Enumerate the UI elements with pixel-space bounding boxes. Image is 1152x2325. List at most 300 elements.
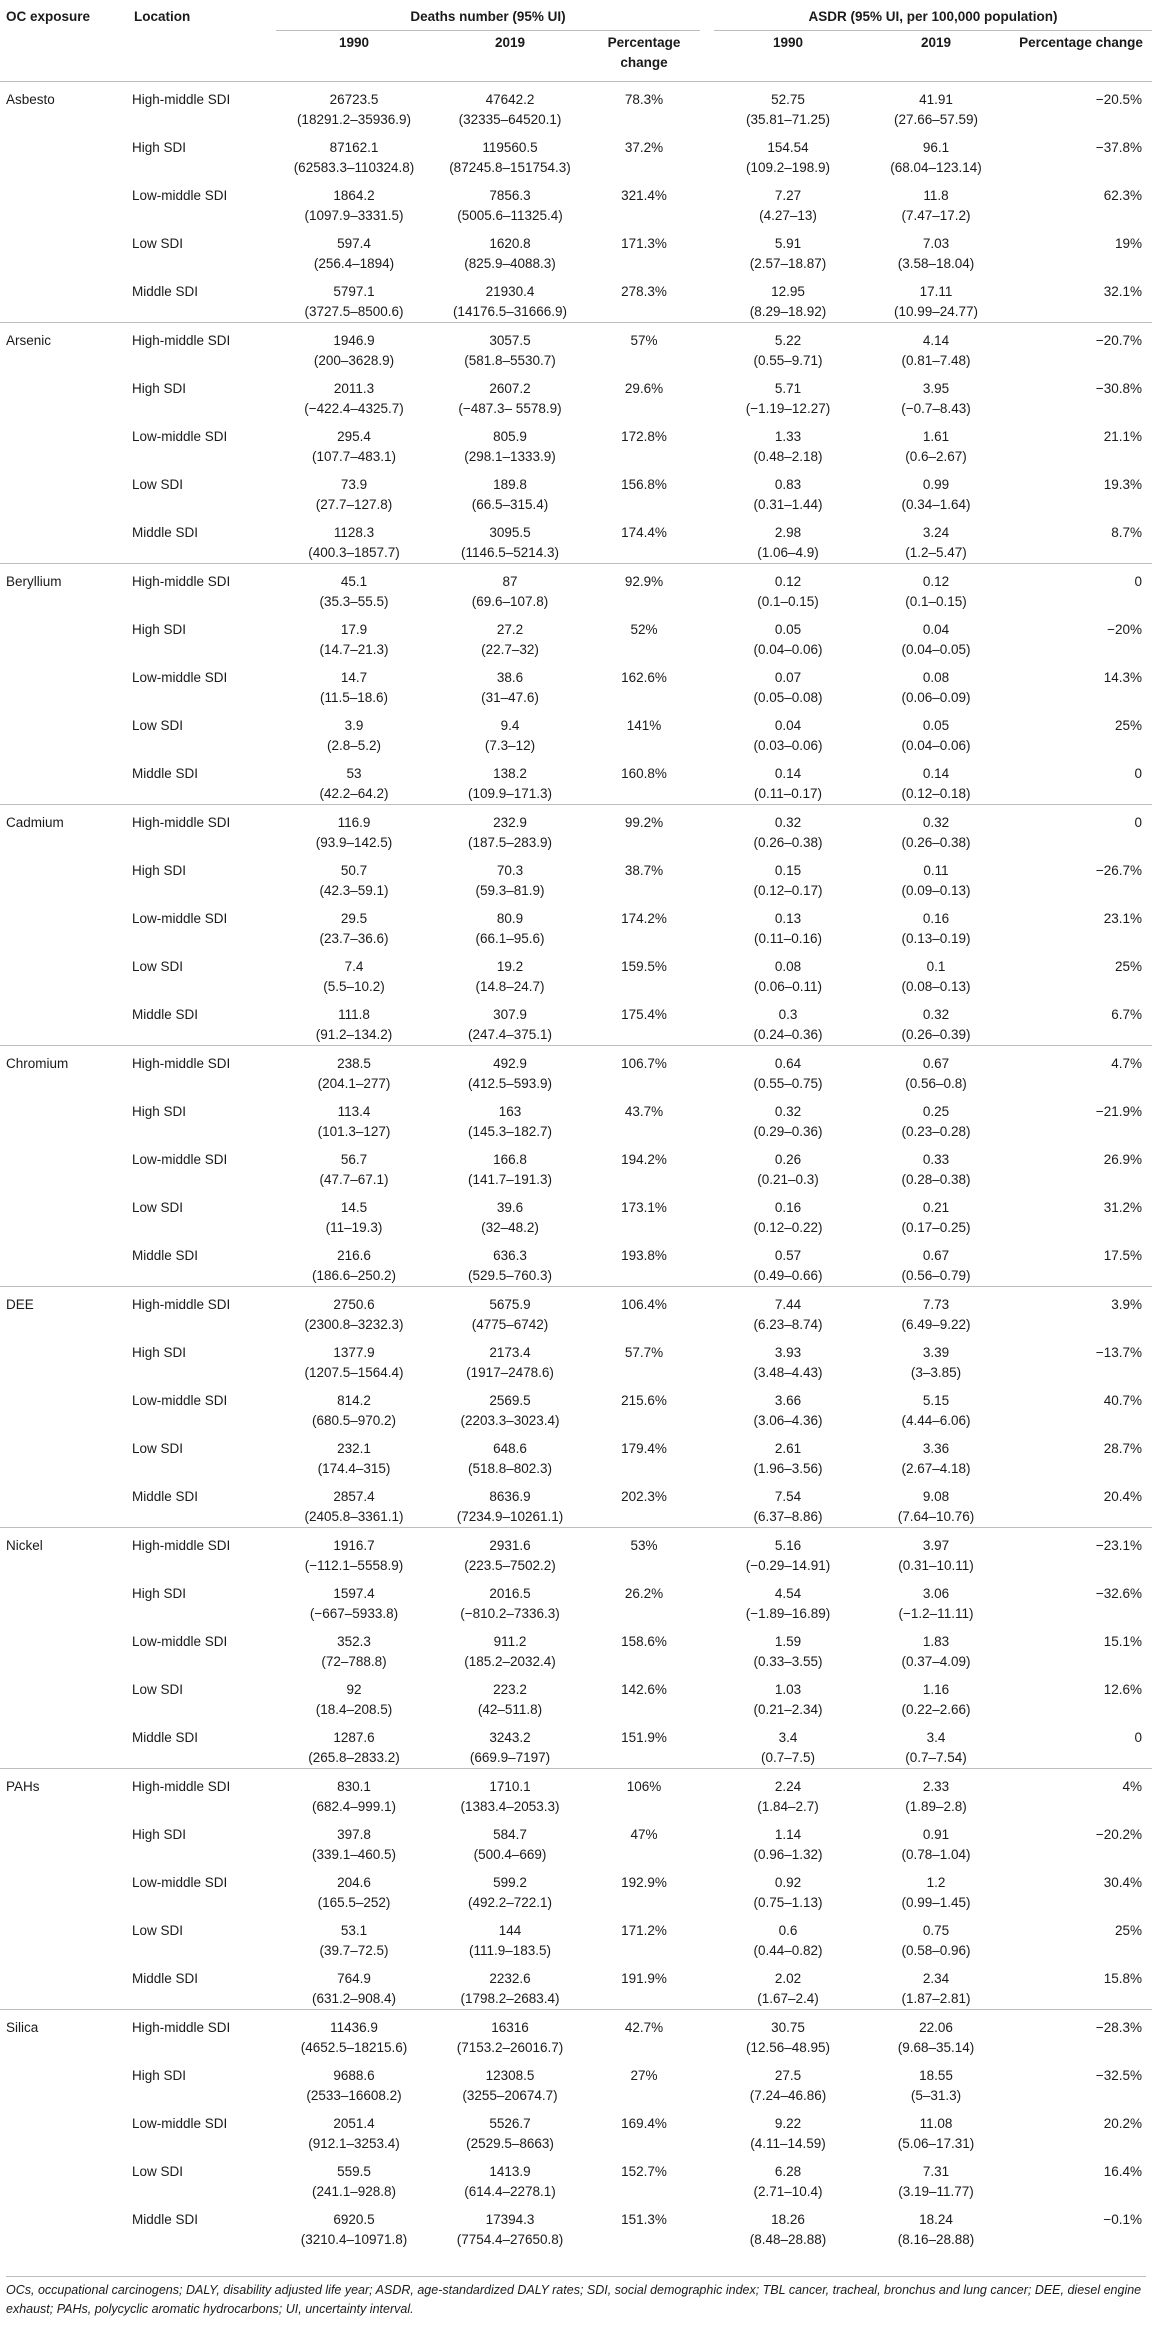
cell-asdr-1990 [714, 226, 862, 274]
table-row [0, 178, 1152, 226]
cell-deaths-1990 [276, 1528, 432, 1577]
cell-deaths-2019-interval: (14.8–24.7) [475, 979, 545, 994]
cell-asdr-2019-value: 41.91 [919, 92, 953, 107]
cell-asdr-2019-interval: (0.56–0.8) [905, 1076, 967, 1091]
cell-location: Low-middle SDI [132, 1634, 228, 1649]
cell-asdr-2019 [862, 1479, 1010, 1528]
cell-asdr-1990-value: 2.02 [774, 1971, 802, 1986]
cell-asdr-2019-value: 0.75 [922, 1923, 950, 1938]
cell-asdr-2019-value: 4.14 [922, 333, 950, 348]
cell-location: Low SDI [132, 236, 184, 251]
cell-asdr-2019-value: 2.33 [922, 1779, 950, 1794]
cell-deaths-2019-interval: (66.1–95.6) [475, 931, 545, 946]
cell-asdr-2019 [862, 1046, 1010, 1095]
cell-asdr-2019-value: 0.67 [922, 1248, 950, 1263]
cell-deaths-2019-interval: (7.3–12) [484, 738, 536, 753]
cell-deaths-1990 [276, 274, 432, 323]
cell-deaths-2019-value: 16316 [491, 2020, 529, 2035]
cell-deaths-2019-value: 27.2 [496, 622, 524, 637]
cell-asdr-2019-value: 2.34 [922, 1971, 950, 1986]
cell-oc-exposure [0, 1238, 128, 1287]
cell-deaths-pct-change [588, 1624, 700, 1672]
cell-asdr-2019-interval: (1.89–2.8) [905, 1799, 967, 1814]
cell-asdr-pct-change-value: −32.6% [1095, 1586, 1143, 1601]
cell-asdr-1990 [714, 1238, 862, 1287]
cell-deaths-2019 [432, 997, 588, 1046]
cell-gap [700, 1383, 714, 1431]
cell-asdr-2019-value: 0.11 [923, 863, 949, 878]
cell-deaths-2019-value: 144 [498, 1923, 522, 1938]
header-asdr-pct-change: Percentage change [1010, 31, 1152, 82]
cell-gap [700, 515, 714, 564]
cell-asdr-2019-interval: (3–3.85) [910, 1365, 962, 1380]
cell-asdr-1990-interval: (1.96–3.56) [753, 1461, 823, 1476]
cell-gap [700, 660, 714, 708]
cell-deaths-1990-interval: (93.9–142.5) [315, 835, 393, 850]
cell-asdr-pct-change [1010, 1238, 1152, 1287]
cell-gap [700, 1576, 714, 1624]
cell-deaths-2019-value: 2232.6 [489, 1971, 531, 1986]
cell-deaths-2019 [432, 1913, 588, 1961]
cell-asdr-2019-value: 0.21 [922, 1200, 950, 1215]
cell-deaths-pct-change-value: 191.9% [621, 1971, 667, 1986]
cell-deaths-2019-interval: (412.5–593.9) [467, 1076, 553, 1091]
cell-deaths-1990 [276, 1046, 432, 1095]
cell-deaths-2019-value: 47642.2 [485, 92, 535, 107]
cell-asdr-2019-interval: (1.2–5.47) [905, 545, 967, 560]
cell-deaths-pct-change-value: 92.9% [624, 574, 664, 589]
cell-location: Low SDI [132, 1923, 184, 1938]
cell-deaths-1990-interval: (1207.5–1564.4) [304, 1365, 404, 1380]
cell-deaths-1990-interval: (23.7–36.6) [319, 931, 389, 946]
cell-deaths-1990 [276, 660, 432, 708]
cell-asdr-pct-change-value: 25% [1114, 1923, 1143, 1938]
cell-asdr-pct-change [1010, 1046, 1152, 1095]
cell-asdr-2019 [862, 1287, 1010, 1336]
cell-deaths-2019-interval: (5005.6–11325.4) [457, 208, 563, 223]
cell-asdr-1990-value: 0.64 [774, 1056, 802, 1071]
cell-gap [700, 419, 714, 467]
cell-deaths-2019-interval: (185.2–2032.4) [464, 1654, 556, 1669]
cell-asdr-pct-change-value: 32.1% [1103, 284, 1143, 299]
cell-gap [700, 1479, 714, 1528]
header-asdr-group: ASDR (95% UI, per 100,000 population) [714, 0, 1152, 31]
cell-deaths-1990 [276, 515, 432, 564]
cell-deaths-1990-value: 6920.5 [333, 2212, 375, 2227]
cell-asdr-1990-interval: (6.23–8.74) [753, 1317, 823, 1332]
cell-deaths-1990 [276, 1817, 432, 1865]
cell-asdr-2019 [862, 1383, 1010, 1431]
cell-asdr-2019 [862, 1190, 1010, 1238]
cell-gap [700, 1528, 714, 1577]
cell-deaths-2019-value: 223.2 [493, 1682, 527, 1697]
cell-deaths-pct-change [588, 853, 700, 901]
cell-asdr-1990-interval: (0.1–0.15) [757, 594, 819, 609]
cell-asdr-2019-value: 0.32 [922, 815, 950, 830]
cell-asdr-2019 [862, 419, 1010, 467]
cell-gap [700, 2202, 714, 2250]
cell-deaths-1990-interval: (39.7–72.5) [319, 1943, 389, 1958]
cell-deaths-1990-interval: (2.8–5.2) [326, 738, 382, 753]
cell-deaths-1990 [276, 2106, 432, 2154]
cell-deaths-2019-value: 5526.7 [489, 2116, 531, 2131]
cell-deaths-2019-value: 2931.6 [489, 1538, 531, 1553]
cell-asdr-1990-value: 1.59 [774, 1634, 802, 1649]
cell-asdr-1990-interval: (4.11–14.59) [750, 2136, 826, 2151]
cell-oc-exposure [0, 226, 128, 274]
cell-asdr-2019-interval: (5.06–17.31) [897, 2136, 975, 2151]
cell-deaths-1990-value: 814.2 [337, 1393, 371, 1408]
cell-asdr-2019-interval: (0.34–1.64) [901, 497, 971, 512]
cell-deaths-pct-change-value: 171.3% [621, 236, 667, 251]
cell-asdr-pct-change [1010, 130, 1152, 178]
cell-deaths-1990 [276, 1431, 432, 1479]
table-row [0, 901, 1152, 949]
cell-asdr-pct-change-value: 4% [1122, 1779, 1143, 1794]
cell-location: Low SDI [132, 1682, 184, 1697]
cell-asdr-1990-value: 0.3 [778, 1007, 798, 1022]
cell-asdr-2019-value: 0.05 [922, 718, 950, 733]
cell-asdr-pct-change [1010, 1624, 1152, 1672]
cell-asdr-pct-change-value: 25% [1114, 718, 1143, 733]
cell-deaths-2019 [432, 1961, 588, 2010]
cell-deaths-1990-value: 5797.1 [333, 284, 375, 299]
cell-gap [700, 901, 714, 949]
cell-asdr-pct-change-value: 25% [1114, 959, 1143, 974]
cell-deaths-1990-interval: (−422.4–4325.7) [304, 401, 404, 416]
cell-asdr-2019 [862, 1865, 1010, 1913]
cell-deaths-2019 [432, 371, 588, 419]
cell-deaths-2019-interval: (66.5–315.4) [471, 497, 549, 512]
table-row [0, 82, 1152, 131]
cell-asdr-2019 [862, 274, 1010, 323]
cell-asdr-pct-change [1010, 467, 1152, 515]
cell-gap [700, 612, 714, 660]
cell-deaths-1990-interval: (256.4–1894) [313, 256, 395, 271]
cell-deaths-pct-change [588, 1383, 700, 1431]
cell-deaths-2019-interval: (59.3–81.9) [475, 883, 545, 898]
cell-asdr-pct-change-value: 20.4% [1103, 1489, 1143, 1504]
cell-oc-exposure [0, 371, 128, 419]
cell-deaths-2019-value: 163 [498, 1104, 522, 1119]
cell-deaths-pct-change-value: 152.7% [621, 2164, 667, 2179]
cell-deaths-2019-interval: (1383.4–2053.3) [460, 1799, 560, 1814]
cell-asdr-2019-interval: (0.31–10.11) [898, 1558, 974, 1573]
cell-asdr-1990-value: 18.26 [771, 2212, 805, 2227]
cell-asdr-1990-interval: (1.06–4.9) [757, 545, 819, 560]
cell-asdr-1990-value: 9.22 [774, 2116, 802, 2131]
cell-deaths-2019 [432, 708, 588, 756]
table-row [0, 467, 1152, 515]
cell-asdr-2019-interval: (−1.2–11.11) [898, 1606, 974, 1621]
cell-asdr-pct-change [1010, 756, 1152, 805]
cell-gap [700, 2010, 714, 2059]
cell-deaths-1990-interval: (174.4–315) [317, 1461, 391, 1476]
cell-location: Middle SDI [132, 284, 199, 299]
cell-asdr-2019-interval: (0.78–1.04) [901, 1847, 971, 1862]
cell-location: High-middle SDI [128, 1769, 276, 1818]
cell-deaths-1990-interval: (3727.5–8500.6) [304, 304, 404, 319]
cell-deaths-2019-value: 636.3 [493, 1248, 527, 1263]
cell-asdr-pct-change-value: 0 [1134, 815, 1143, 830]
cell-deaths-2019 [432, 612, 588, 660]
cell-deaths-2019 [432, 467, 588, 515]
cell-deaths-1990 [276, 178, 432, 226]
cell-deaths-pct-change [588, 2010, 700, 2059]
cell-asdr-1990-value: 2.98 [774, 525, 802, 540]
cell-oc-exposure [0, 515, 128, 564]
cell-asdr-1990-interval: (−1.19–12.27) [745, 401, 831, 416]
cell-oc-exposure: Cadmium [0, 805, 128, 854]
cell-oc-exposure: DEE [0, 1287, 128, 1336]
table-row [0, 1094, 1152, 1142]
cell-deaths-2019 [432, 1479, 588, 1528]
cell-asdr-pct-change [1010, 997, 1152, 1046]
cell-asdr-2019-value: 0.25 [922, 1104, 950, 1119]
cell-deaths-1990 [276, 130, 432, 178]
cell-deaths-1990-interval: (42.2–64.2) [319, 786, 389, 801]
cell-location: High SDI [132, 1345, 187, 1360]
cell-deaths-pct-change [588, 1817, 700, 1865]
header-oc-exposure: OC exposure [6, 9, 91, 25]
cell-deaths-pct-change-value: 321.4% [621, 188, 667, 203]
cell-deaths-pct-change [588, 1431, 700, 1479]
cell-asdr-1990-interval: (0.7–7.5) [760, 1750, 816, 1765]
cell-asdr-pct-change [1010, 901, 1152, 949]
cell-asdr-2019 [862, 1624, 1010, 1672]
cell-asdr-2019 [862, 226, 1010, 274]
cell-deaths-2019 [432, 756, 588, 805]
cell-deaths-pct-change-value: 173.1% [621, 1200, 667, 1215]
cell-gap [700, 371, 714, 419]
cell-gap [700, 1335, 714, 1383]
cell-deaths-1990-interval: (42.3–59.1) [319, 883, 389, 898]
cell-deaths-1990 [276, 323, 432, 372]
cell-asdr-pct-change [1010, 1383, 1152, 1431]
cell-asdr-1990-interval: (0.48–2.18) [753, 449, 823, 464]
cell-location: Middle SDI [132, 525, 199, 540]
cell-deaths-1990 [276, 1287, 432, 1336]
cell-asdr-1990-interval: (2.57–18.87) [749, 256, 827, 271]
cell-asdr-2019-value: 7.03 [922, 236, 950, 251]
cell-deaths-pct-change-value: 38.7% [624, 863, 664, 878]
cell-asdr-1990-interval: (0.96–1.32) [753, 1847, 823, 1862]
table-row [0, 1817, 1152, 1865]
cell-asdr-1990 [714, 323, 862, 372]
cell-deaths-2019-value: 492.9 [493, 1056, 527, 1071]
cell-deaths-1990 [276, 82, 432, 131]
cell-asdr-1990-value: 5.22 [774, 333, 802, 348]
cell-asdr-1990-interval: (0.06–0.11) [753, 979, 823, 994]
cell-deaths-pct-change [588, 1913, 700, 1961]
cell-gap [700, 1190, 714, 1238]
cell-deaths-2019-interval: (825.9–4088.3) [464, 256, 556, 271]
cell-asdr-2019-value: 3.06 [922, 1586, 950, 1601]
cell-deaths-1990 [276, 467, 432, 515]
cell-asdr-1990-value: 7.44 [774, 1297, 802, 1312]
cell-asdr-1990-value: 12.95 [771, 284, 805, 299]
cell-deaths-1990-value: 9688.6 [333, 2068, 375, 2083]
cell-oc-exposure [0, 1865, 128, 1913]
cell-gap [700, 1142, 714, 1190]
cell-asdr-2019-interval: (3.19–11.77) [898, 2184, 974, 2199]
cell-asdr-pct-change-value: −20% [1107, 622, 1143, 637]
cell-asdr-2019-value: 3.97 [922, 1538, 950, 1553]
cell-deaths-2019 [432, 274, 588, 323]
table-row [0, 756, 1152, 805]
cell-deaths-1990-value: 50.7 [340, 863, 368, 878]
cell-deaths-2019-interval: (614.4–2278.1) [464, 2184, 556, 2199]
table-row [0, 997, 1152, 1046]
cell-deaths-pct-change-value: 194.2% [621, 1152, 667, 1167]
cell-deaths-2019 [432, 2154, 588, 2202]
cell-asdr-2019 [862, 467, 1010, 515]
cell-deaths-1990-value: 238.5 [337, 1056, 371, 1071]
cell-deaths-2019-interval: (518.8–802.3) [467, 1461, 553, 1476]
cell-deaths-1990 [276, 1576, 432, 1624]
cell-asdr-pct-change-value: −20.2% [1095, 1827, 1143, 1842]
cell-asdr-2019 [862, 612, 1010, 660]
cell-deaths-1990 [276, 2010, 432, 2059]
cell-deaths-1990-interval: (2300.8–3232.3) [304, 1317, 404, 1332]
cell-deaths-2019-value: 12308.5 [485, 2068, 535, 2083]
cell-deaths-1990-value: 1287.6 [333, 1730, 375, 1745]
cell-deaths-pct-change [588, 708, 700, 756]
cell-asdr-1990-interval: (0.11–0.16) [753, 931, 823, 946]
cell-asdr-2019-interval: (1.87–2.81) [901, 1991, 971, 2006]
cell-oc-exposure [0, 949, 128, 997]
cell-deaths-pct-change [588, 997, 700, 1046]
cell-deaths-2019 [432, 660, 588, 708]
cell-deaths-1990-value: 597.4 [337, 236, 371, 251]
cell-asdr-2019-interval: (0.04–0.05) [901, 642, 971, 657]
cell-deaths-2019 [432, 1383, 588, 1431]
header-gap [700, 0, 714, 31]
cell-asdr-2019 [862, 82, 1010, 131]
cell-asdr-2019-value: 1.61 [922, 429, 950, 444]
cell-asdr-1990-value: 1.03 [774, 1682, 802, 1697]
cell-asdr-pct-change [1010, 1094, 1152, 1142]
cell-deaths-2019-interval: (1798.2–2683.4) [460, 1991, 560, 2006]
cell-asdr-2019 [862, 708, 1010, 756]
cell-oc-exposure [0, 1479, 128, 1528]
cell-deaths-pct-change-value: 78.3% [624, 92, 664, 107]
cell-asdr-1990-value: 1.33 [774, 429, 802, 444]
cell-deaths-pct-change [588, 419, 700, 467]
cell-deaths-1990 [276, 1961, 432, 2010]
cell-asdr-2019-interval: (0.6–2.67) [905, 449, 967, 464]
cell-deaths-1990 [276, 1142, 432, 1190]
cell-location: Low-middle SDI [132, 1152, 228, 1167]
cell-asdr-1990 [714, 2202, 862, 2250]
cell-deaths-pct-change-value: 193.8% [621, 1248, 667, 1263]
cell-deaths-pct-change [588, 564, 700, 613]
table-row [0, 274, 1152, 323]
cell-deaths-pct-change [588, 949, 700, 997]
header-deaths-group: Deaths number (95% UI) [276, 0, 700, 31]
table-row [0, 1624, 1152, 1672]
cell-deaths-pct-change-value: 52% [630, 622, 658, 637]
cell-deaths-2019 [432, 1817, 588, 1865]
cell-asdr-2019-value: 0.14 [922, 766, 950, 781]
cell-asdr-2019 [862, 1720, 1010, 1769]
cell-asdr-pct-change [1010, 1769, 1152, 1818]
cell-asdr-1990-interval: (0.33–3.55) [753, 1654, 823, 1669]
cell-location: Low-middle SDI [132, 2116, 228, 2131]
cell-deaths-1990-interval: (62583.3–110324.8) [293, 160, 415, 175]
cell-asdr-2019 [862, 130, 1010, 178]
cell-asdr-1990-value: 0.57 [774, 1248, 802, 1263]
cell-deaths-2019-value: 19.2 [496, 959, 524, 974]
cell-asdr-1990-interval: (0.75–1.13) [753, 1895, 823, 1910]
cell-deaths-2019-interval: (492.2–722.1) [467, 1895, 553, 1910]
cell-asdr-1990 [714, 997, 862, 1046]
cell-asdr-1990-value: 0.83 [774, 477, 802, 492]
cell-asdr-pct-change [1010, 1190, 1152, 1238]
cell-deaths-pct-change [588, 82, 700, 131]
cell-asdr-pct-change-value: 16.4% [1103, 2164, 1143, 2179]
cell-deaths-2019-interval: (14176.5–31666.9) [452, 304, 568, 319]
cell-asdr-2019-interval: (0.81–7.48) [901, 353, 971, 368]
cell-asdr-2019 [862, 1769, 1010, 1818]
cell-deaths-pct-change [588, 901, 700, 949]
cell-deaths-1990 [276, 1190, 432, 1238]
cell-deaths-2019-interval: (3255–20674.7) [462, 2088, 558, 2103]
cell-asdr-2019-value: 1.16 [922, 1682, 950, 1697]
table-row [0, 1142, 1152, 1190]
cell-oc-exposure [0, 2058, 128, 2106]
cell-asdr-2019-value: 7.31 [922, 2164, 950, 2179]
cell-location: Middle SDI [132, 1971, 199, 1986]
cell-deaths-1990-interval: (339.1–460.5) [311, 1847, 397, 1862]
cell-deaths-1990-value: 559.5 [337, 2164, 371, 2179]
cell-gap [700, 997, 714, 1046]
cell-deaths-1990 [276, 756, 432, 805]
cell-asdr-pct-change-value: 28.7% [1103, 1441, 1143, 1456]
cell-asdr-2019-value: 0.32 [922, 1007, 950, 1022]
cell-deaths-1990-interval: (912.1–3253.4) [308, 2136, 400, 2151]
cell-deaths-2019-value: 17394.3 [485, 2212, 535, 2227]
cell-deaths-1990 [276, 1335, 432, 1383]
cell-asdr-2019-interval: (0.22–2.66) [901, 1702, 971, 1717]
cell-asdr-1990-value: 0.14 [774, 766, 802, 781]
cell-asdr-2019-interval: (0.06–0.09) [901, 690, 971, 705]
cell-asdr-2019-value: 3.36 [922, 1441, 950, 1456]
table-footnote: OCs, occupational carcinogens; DALY, disability adjusted life year; ASDR, age-standardized DALY rates; SDI, social demographic index; TBL cancer, tracheal, bronchus and lung cancer; DEE, diesel engine exhaust; PAHs, polycyclic aromatic hydrocarbons; UI, uncertainty interval. [6, 2276, 1146, 2319]
cell-asdr-2019-interval: (0.09–0.13) [901, 883, 971, 898]
table-row [0, 515, 1152, 564]
cell-asdr-2019-interval: (0.23–0.28) [901, 1124, 971, 1139]
cell-deaths-pct-change-value: 141% [626, 718, 662, 733]
cell-asdr-pct-change [1010, 805, 1152, 854]
cell-asdr-2019-value: 0.12 [922, 574, 950, 589]
cell-deaths-pct-change [588, 130, 700, 178]
cell-oc-exposure [0, 612, 128, 660]
cell-asdr-2019 [862, 2010, 1010, 2059]
cell-asdr-1990-interval: (0.26–0.38) [753, 835, 823, 850]
cell-deaths-pct-change-value: 42.7% [624, 2020, 664, 2035]
cell-asdr-1990 [714, 274, 862, 323]
cell-asdr-pct-change-value: −32.5% [1095, 2068, 1143, 2083]
cell-deaths-1990 [276, 1769, 432, 1818]
cell-location: High-middle SDI [128, 1046, 276, 1095]
cell-deaths-2019 [432, 805, 588, 854]
cell-deaths-2019 [432, 226, 588, 274]
cell-deaths-pct-change [588, 1287, 700, 1336]
cell-asdr-2019-interval: (0.56–0.79) [901, 1268, 971, 1283]
cell-location: High SDI [132, 622, 187, 637]
cell-deaths-1990-value: 216.6 [337, 1248, 371, 1263]
